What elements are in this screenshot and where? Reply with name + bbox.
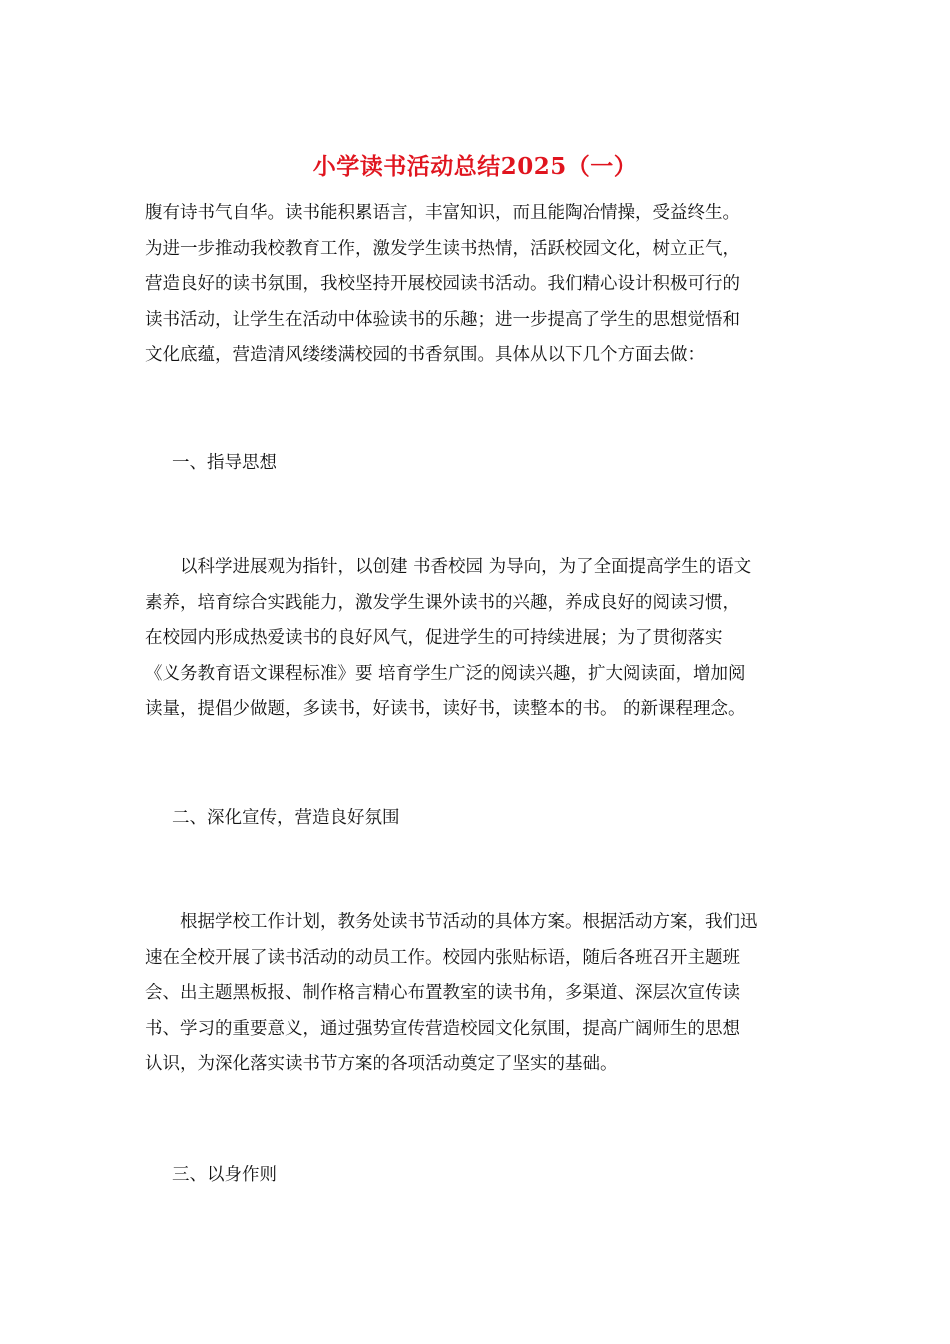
paragraph-line: 读量，提倡少做题，多读书，好读书，读好书，读整本的书。 的新课程理念。 xyxy=(145,699,746,719)
intro-line: 腹有诗书气自华。读书能积累语言，丰富知识，而且能陶冶情操，受益终生。 xyxy=(145,203,740,223)
intro-paragraph xyxy=(145,196,810,374)
intro-line: 为进一步推动我校教育工作，激发学生读书热情，活跃校园文化，树立正气， xyxy=(145,238,740,259)
section-heading-2: 二、深化宣传，营造良好氛围 xyxy=(172,808,400,828)
intro-line: 营造良好的读书氛围，我校坚持开展校园读书活动。我们精心设计积极可行的 xyxy=(145,274,740,294)
paragraph-line: 书、学习的重要意义，通过强势宣传营造校园文化氛围，提高广阔师生的思想 xyxy=(145,1018,740,1039)
paragraph-line: 《义务教育语文课程标准》要 培育学生广泛的阅读兴趣，扩大阅读面，增加阅 xyxy=(145,663,746,684)
section-1-paragraph xyxy=(145,550,810,728)
paragraph-line: 在校园内形成热爱读书的良好风气，促进学生的可持续进展；为了贯彻落实 xyxy=(145,628,723,648)
paragraph-line: 素养，培育综合实践能力，激发学生课外读书的兴趣，养成良好的阅读习惯， xyxy=(145,592,740,613)
paragraph-line: 认识，为深化落实读书节方案的各项活动奠定了坚实的基础。 xyxy=(145,1054,618,1074)
section-2-paragraph xyxy=(145,905,810,1083)
paragraph-line: 速在全校开展了读书活动的动员工作。校园内张贴标语，随后各班召开主题班 xyxy=(145,947,740,968)
paragraph-line: 以科学进展观为指针，以创建 书香校园 为导向，为了全面提高学生的语文 xyxy=(145,557,752,577)
section-heading-1: 一、指导思想 xyxy=(172,453,277,473)
paragraph-line: 根据学校工作计划，教务处读书节活动的具体方案。根据活动方案，我们迅 xyxy=(145,912,758,932)
section-heading-3: 三、以身作则 xyxy=(172,1165,277,1185)
document-title: 小学读书活动总结2025（一） xyxy=(312,153,638,180)
paragraph-line: 会、出主题黑板报、制作格言精心布置教室的读书角，多渠道、深层次宣传读 xyxy=(145,983,740,1003)
intro-line: 文化底蕴，营造清风缕缕满校园的书香氛围。具体从以下几个方面去做： xyxy=(145,345,705,365)
intro-line: 读书活动，让学生在活动中体验读书的乐趣；进一步提高了学生的思想觉悟和 xyxy=(145,309,740,330)
